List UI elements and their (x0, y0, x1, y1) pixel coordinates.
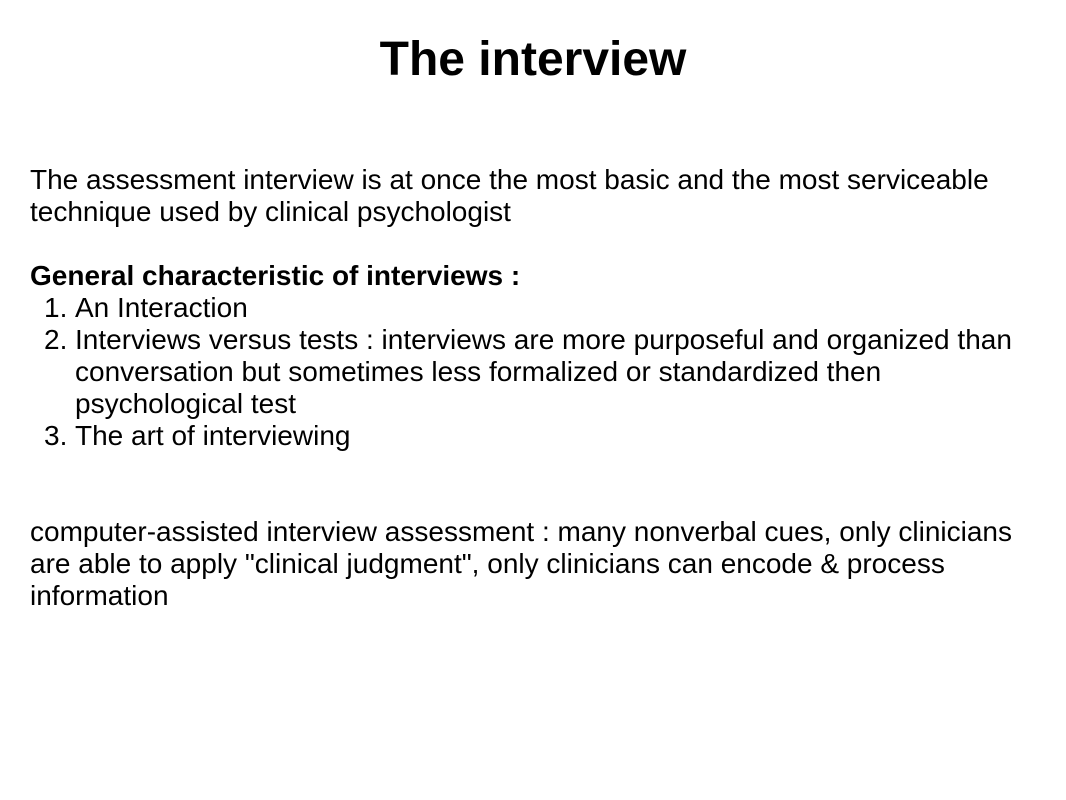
list-item (30, 420, 1040, 452)
list-item-number: 2. (44, 324, 68, 355)
list-item-number: 1. (44, 292, 68, 323)
list-item-text: An Interaction (75, 292, 248, 323)
list-item (30, 292, 1040, 324)
closing-paragraph: computer-assisted interview assessment : many nonverbal cues, only clinicians are able to apply "clinical judgment", only clinicians can encode & process information (30, 516, 1012, 611)
intro-paragraph: The assessment interview is at once the most basic and the most serviceable technique used by clinical psychologist (30, 164, 989, 227)
list-item (30, 324, 1040, 420)
characteristics-list (30, 292, 1040, 452)
list-item-text: Interviews versus tests : interviews are more purposeful and organized than conversation but sometimes less formalized or standardized then psychological test (75, 324, 1012, 419)
slide-body (30, 164, 1040, 612)
list-item-number: 3. (44, 420, 68, 451)
characteristics-heading: General characteristic of interviews : (30, 260, 521, 291)
list-item-text: The art of interviewing (75, 420, 351, 451)
slide-title: The interview (379, 33, 687, 86)
